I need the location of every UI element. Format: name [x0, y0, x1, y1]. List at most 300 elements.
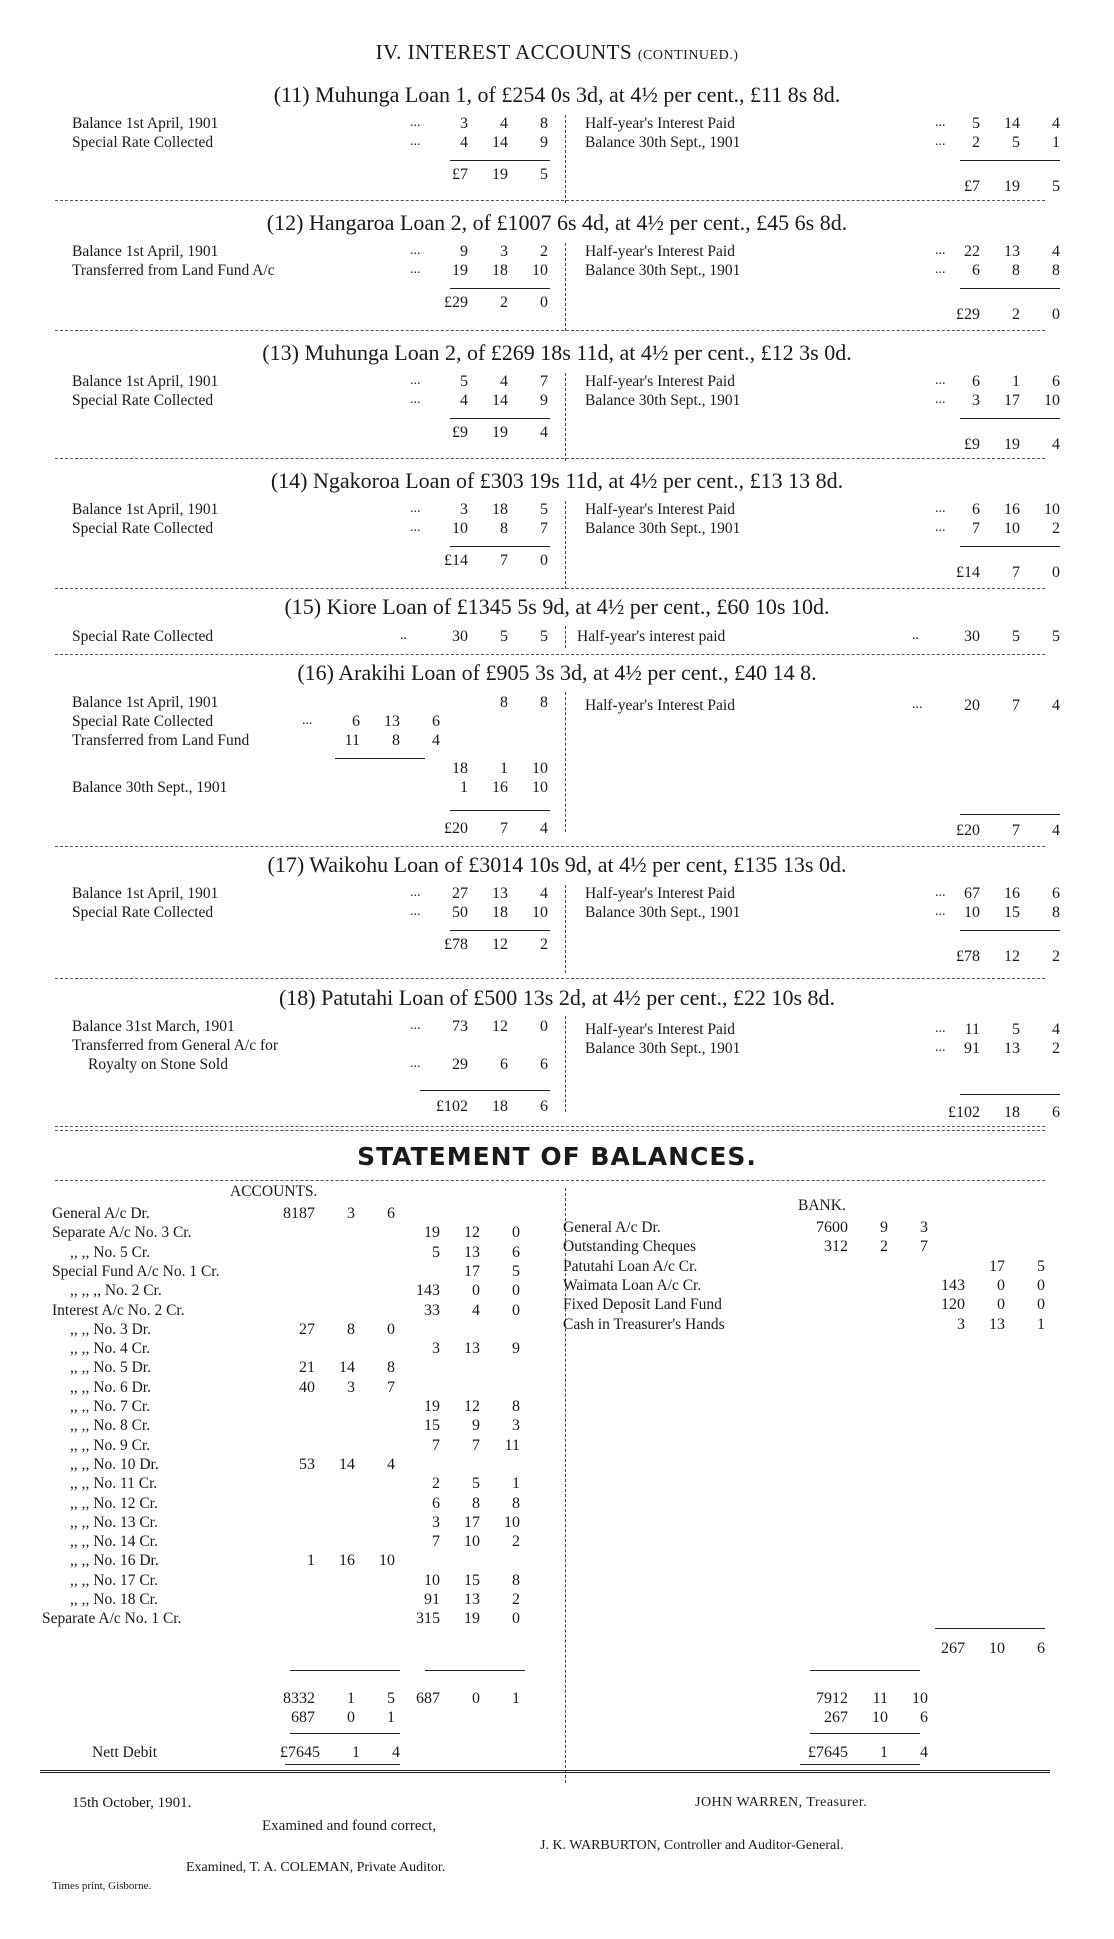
section-16-title — [0, 660, 1114, 686]
section-16-left-total-2: 4 — [540, 820, 548, 837]
section-14-left-1: Special Rate Collected — [72, 520, 214, 537]
section-14-right-1-amt-0: 7 — [972, 520, 980, 537]
section-14-right-0-amt-1: 16 — [1004, 501, 1020, 518]
section-18-left-total-0: £102 — [436, 1098, 468, 1115]
section-13-left-0: Balance 1st April, 1901 — [72, 373, 219, 390]
account-row-10-cr-2: 8 — [512, 1398, 520, 1415]
section-15-title-text: Kiore Loan of £1345 5s 9d, at 4½ per cent., £60 10s 10d. — [326, 594, 830, 619]
section-13-right-1: Balance 30th Sept., 1901 — [585, 392, 741, 409]
section-14-left-1-amt-0: 10 — [452, 520, 468, 537]
account-row-7-cr-2: 9 — [512, 1340, 520, 1358]
bank-nett-total-1: 1 — [880, 1744, 888, 1761]
bank-cr-total-2: 6 — [1037, 1640, 1045, 1657]
section-11-left-0-amt-2: 8 — [540, 115, 548, 132]
account-row-1-cr-0: 19 — [424, 1224, 440, 1242]
bank-row-1-dr-2: 7 — [920, 1238, 928, 1256]
accounts-sum-cr-2: 1 — [512, 1690, 520, 1707]
account-row-0-label: General A/c Dr. — [52, 1205, 150, 1222]
page-header — [0, 40, 1114, 65]
statement-bottom-rule — [40, 1770, 1050, 1773]
section-12-right-0: Half-year's Interest Paid — [585, 243, 735, 260]
account-row-12-cr-2: 11 — [504, 1436, 520, 1454]
section-18-l2-amt-2: 6 — [540, 1056, 548, 1073]
section-15-title-num: (15) — [284, 594, 327, 619]
section-14-left-1-amt-1: 8 — [500, 520, 508, 537]
section-16-sub-1: 1 — [500, 760, 508, 777]
account-row-6-label: ,, ,, No. 3 Dr. — [70, 1320, 151, 1338]
bank-row-2-label: Patutahi Loan A/c Cr. — [563, 1257, 698, 1275]
section-13-right-1-amt-0: 3 — [972, 392, 980, 409]
section-16-l4-amt-1: 16 — [492, 779, 508, 796]
section-12-title — [0, 210, 1114, 236]
account-row-12-label: ,, ,, No. 9 Cr. — [70, 1436, 151, 1454]
account-row-7-cr-1: 13 — [464, 1340, 480, 1358]
section-12-left-0: Balance 1st April, 1901 — [72, 243, 219, 260]
section-12-left-1-dots: ... — [410, 262, 421, 277]
account-row-14-cr-1: 5 — [472, 1475, 480, 1493]
section-11-right-0-amt-1: 14 — [1004, 115, 1020, 132]
accounts-sum-cr-0: 687 — [416, 1690, 440, 1707]
section-18-right-total-0: £102 — [948, 1104, 980, 1121]
section-18-right-1-amt-2: 2 — [1052, 1040, 1060, 1057]
statement-title: STATEMENT OF BALANCES. — [357, 1142, 757, 1171]
footer-examined: Examined and found correct, — [262, 1818, 437, 1834]
account-row-10-cr-1: 12 — [464, 1398, 480, 1415]
section-17-right-total-2: 2 — [1052, 948, 1060, 965]
bank-row-5-cr-2: 1 — [1037, 1315, 1045, 1333]
section-16-l4-amt-2: 10 — [532, 779, 548, 796]
bank-nett-total-0: £7645 — [808, 1744, 848, 1761]
section-14-right-total-2: 0 — [1052, 564, 1060, 581]
section-17-left-0-amt-0: 27 — [452, 885, 468, 902]
section-14-left-0-amt-2: 5 — [540, 501, 548, 518]
statement-rule — [55, 1180, 1045, 1181]
section-12-right-0-amt-1: 13 — [1004, 243, 1020, 260]
bank-row-1-label: Outstanding Cheques — [563, 1238, 697, 1256]
section-13-right-total-1: 19 — [1004, 436, 1020, 453]
section-17-right-0-amt-2: 6 — [1052, 885, 1060, 902]
section-17-right-0-amt-0: 67 — [964, 885, 980, 902]
section-15-title — [0, 594, 1114, 620]
section-12-left-0-dots: ... — [410, 243, 421, 258]
account-row-4-cr-2: 0 — [512, 1282, 520, 1300]
account-row-1-cr-2: 0 — [512, 1224, 520, 1242]
section-14-right-total-0: £14 — [956, 564, 980, 581]
section-11-right-total-1: 19 — [1004, 178, 1020, 195]
section-17-right-1: Balance 30th Sept., 1901 — [585, 904, 741, 921]
account-row-10-label: ,, ,, No. 7 Cr. — [70, 1398, 151, 1415]
bank-row-3-cr-1: 0 — [997, 1276, 1005, 1294]
section-17-left-0-dots: ... — [410, 885, 421, 900]
section-14-right-1: Balance 30th Sept., 1901 — [585, 520, 741, 537]
section-16-right-rule — [960, 814, 1060, 815]
section-15-left-amt-1: 5 — [500, 628, 508, 645]
section-18-right-0: Half-year's Interest Paid — [585, 1021, 735, 1038]
section-13-right-1-amt-2: 10 — [1044, 392, 1060, 409]
account-row-13-dr-0: 53 — [299, 1455, 315, 1473]
account-row-11-cr-0: 15 — [424, 1417, 440, 1435]
section-18-left-total-1: 18 — [492, 1098, 508, 1115]
section-14-left-total-2: 0 — [540, 552, 548, 569]
section-11-right-1-amt-1: 5 — [1012, 134, 1020, 151]
section-16-l2-amt-1: 13 — [384, 713, 400, 730]
section-11-title — [0, 82, 1114, 108]
section-16-right-dots: ... — [912, 697, 923, 712]
section-18-right-1: Balance 30th Sept., 1901 — [585, 1040, 741, 1057]
section-17-right-1-dots: ... — [935, 904, 946, 919]
account-row-16-cr-0: 3 — [432, 1513, 440, 1531]
section-17-title — [0, 852, 1114, 878]
section-12-right-total-2: 0 — [1052, 306, 1060, 323]
section-14-right-0-amt-2: 10 — [1044, 501, 1060, 518]
bank-less-0: 267 — [824, 1709, 848, 1726]
section-12-right-1: Balance 30th Sept., 1901 — [585, 262, 741, 279]
account-row-9-dr-2: 7 — [387, 1378, 395, 1396]
account-row-16-cr-2: 10 — [504, 1513, 520, 1531]
section-11-title-num: (11) — [273, 82, 316, 107]
section-18-right-rule — [960, 1094, 1060, 1095]
section-11-right-0-amt-2: 4 — [1052, 115, 1060, 132]
bank-row-0-dr-1: 9 — [880, 1219, 888, 1236]
section-14-title-num: (14) — [270, 468, 313, 493]
section-13-divider — [565, 373, 566, 461]
account-row-20-cr-1: 13 — [464, 1591, 480, 1608]
section-18-l1-dots: ... — [410, 1018, 421, 1033]
section-11-left-1-amt-1: 14 — [492, 134, 508, 151]
account-row-2-cr-1: 13 — [464, 1243, 480, 1261]
bank-row-3-label: Waimata Loan A/c Cr. — [563, 1276, 702, 1294]
section-12-right-total-1: 2 — [1012, 306, 1020, 323]
section-16-sub-2: 10 — [532, 760, 548, 777]
section-18-divider — [565, 1016, 566, 1112]
section-17-left-0-amt-1: 13 — [492, 885, 508, 902]
bank-sum-rule — [810, 1670, 920, 1671]
section-16-mid-rule — [335, 758, 425, 759]
account-row-11-label: ,, ,, No. 8 Cr. — [70, 1417, 151, 1435]
rule-13 — [55, 458, 1045, 459]
section-17-left-1-amt-0: 50 — [452, 904, 468, 921]
account-row-12-cr-1: 7 — [472, 1436, 480, 1454]
bank-row-5-cr-1: 13 — [989, 1315, 1005, 1333]
section-14-divider — [565, 501, 566, 589]
bank-cr-total-1: 10 — [989, 1640, 1005, 1657]
section-12-left-0-amt-1: 3 — [500, 243, 508, 260]
section-12-left-1: Transferred from Land Fund A/c — [72, 262, 275, 279]
section-12-right-1-dots: ... — [935, 262, 946, 277]
section-17-left-0-amt-2: 4 — [540, 885, 548, 902]
section-16-l2-amt-2: 6 — [432, 713, 440, 730]
nett-debit-label: Nett Debit — [92, 1744, 157, 1761]
section-13-right-0-amt-1: 1 — [1012, 373, 1020, 390]
account-row-18-label: ,, ,, No. 16 Dr. — [70, 1552, 159, 1570]
account-row-5-cr-1: 4 — [472, 1301, 480, 1319]
section-13-right-0-dots: ... — [935, 373, 946, 388]
account-row-15-cr-0: 6 — [432, 1494, 440, 1512]
bank-total-rule — [800, 1764, 920, 1765]
section-17-left-total-1: 12 — [492, 936, 508, 953]
footer-date: 15th October, 1901. — [72, 1795, 192, 1811]
section-17-right-rule — [960, 930, 1060, 931]
section-16-divider — [565, 692, 566, 832]
section-17-left-total-0: £78 — [444, 936, 468, 953]
section-16-l4-amt-0: 1 — [460, 779, 468, 796]
section-11-divider — [565, 115, 566, 203]
section-15-right-amt-1: 5 — [1012, 628, 1020, 645]
account-row-18-dr-2: 10 — [379, 1552, 395, 1570]
section-16-l2-amt-0: 6 — [352, 713, 360, 730]
section-14-left-1-dots: ... — [410, 520, 421, 535]
account-row-3-cr-2: 5 — [512, 1262, 520, 1280]
bank-heading: BANK. — [798, 1197, 846, 1214]
account-row-6-dr-2: 0 — [387, 1320, 395, 1338]
accounts-sum-dr-0: 8332 — [283, 1690, 315, 1707]
nett-debit-total-2: 4 — [392, 1744, 400, 1761]
account-row-9-label: ,, ,, No. 6 Dr. — [70, 1378, 151, 1396]
bank-row-5-label: Cash in Treasurer's Hands — [563, 1315, 725, 1333]
accounts-sum-dr-2: 5 — [387, 1690, 395, 1707]
accounts-less-1: 0 — [347, 1709, 355, 1726]
accounts-sum-dr-1: 1 — [347, 1690, 355, 1707]
account-row-4-cr-1: 0 — [472, 1282, 480, 1300]
account-row-8-dr-1: 14 — [339, 1359, 355, 1377]
bank-sum-0: 7912 — [816, 1690, 848, 1707]
rule-12 — [55, 330, 1045, 331]
section-13-left-0-amt-1: 4 — [500, 373, 508, 390]
section-16-l3: Transferred from Land Fund — [72, 732, 250, 749]
section-12-right-rule — [960, 288, 1060, 289]
section-14-title — [0, 468, 1114, 494]
section-11-left-1-amt-2: 9 — [540, 134, 548, 151]
rule-17 — [55, 978, 1045, 979]
section-12-left-total-0: £29 — [444, 294, 468, 311]
section-18-title-num: (18) — [278, 985, 322, 1010]
account-row-15-label: ,, ,, No. 12 Cr. — [70, 1494, 158, 1512]
account-row-9-dr-0: 40 — [299, 1378, 315, 1396]
nett-debit-total-1: 1 — [352, 1744, 360, 1761]
account-row-16-cr-1: 17 — [464, 1513, 480, 1531]
section-16-l2-dots: ... — [302, 713, 313, 728]
section-14-right-1-amt-1: 10 — [1004, 520, 1020, 537]
bank-row-4-cr-1: 0 — [997, 1296, 1005, 1314]
account-row-9-dr-1: 3 — [347, 1378, 355, 1396]
header-subtitle: (CONTINUED.) — [637, 48, 739, 63]
section-17-left-1: Special Rate Collected — [72, 904, 214, 921]
section-12-right-1-amt-0: 6 — [972, 262, 980, 279]
account-row-4-label: ,, ,, ,, No. 2 Cr. — [70, 1282, 162, 1300]
section-17-left-1-dots: ... — [410, 904, 421, 919]
section-13-right-rule — [960, 418, 1060, 419]
section-11-right-0: Half-year's Interest Paid — [585, 115, 735, 132]
section-13-title — [0, 340, 1114, 366]
bank-row-3-cr-0: 143 — [941, 1276, 965, 1294]
section-15-divider — [565, 626, 566, 648]
section-13-left-total-2: 4 — [540, 424, 548, 441]
section-13-left-0-dots: ... — [410, 373, 421, 388]
section-11-left-total-1: 19 — [492, 166, 508, 183]
rule-11 — [55, 200, 1045, 201]
section-13-title-text: Muhunga Loan 2, of £269 18s 11d, at 4½ per cent., £12 3s 0d. — [304, 340, 852, 365]
account-row-13-dr-1: 14 — [339, 1455, 355, 1473]
bank-sum-2: 10 — [912, 1690, 928, 1707]
account-row-17-cr-1: 10 — [464, 1533, 480, 1551]
section-16-l1-amt-1: 8 — [540, 694, 548, 711]
section-14-left-0-amt-0: 3 — [460, 501, 468, 518]
section-16-l4: Balance 30th Sept., 1901 — [72, 779, 228, 796]
footer-controller: J. K. WARBURTON, Controller and Auditor-General. — [540, 1838, 844, 1853]
bank-sum-1: 11 — [872, 1690, 888, 1707]
bank-row-3-cr-2: 0 — [1037, 1276, 1045, 1294]
section-18-l1-amt-0: 73 — [452, 1018, 468, 1035]
section-11-right-1-amt-2: 1 — [1052, 134, 1060, 151]
section-17-right-0-amt-1: 16 — [1004, 885, 1020, 902]
accounts-less-0: 687 — [291, 1709, 315, 1726]
accounts-sum-cr-1: 0 — [472, 1690, 480, 1707]
account-row-15-cr-2: 8 — [512, 1494, 520, 1512]
section-18-right-1-dots: ... — [935, 1040, 946, 1055]
section-16-right-amt-1: 7 — [1012, 697, 1020, 714]
account-row-6-dr-0: 27 — [299, 1320, 315, 1338]
section-13-right-total-2: 4 — [1052, 436, 1060, 453]
section-12-left-total-1: 2 — [500, 294, 508, 311]
section-13-left-0-amt-2: 7 — [540, 373, 548, 390]
section-17-right-total-0: £78 — [956, 948, 980, 965]
bank-row-5-cr-0: 3 — [957, 1315, 965, 1333]
footer-private: Examined, T. A. COLEMAN, Private Auditor. — [186, 1860, 446, 1875]
section-18-l2-amt-1: 6 — [500, 1056, 508, 1073]
section-12-right-0-amt-2: 4 — [1052, 243, 1060, 260]
bank-row-1-dr-0: 312 — [824, 1238, 848, 1256]
section-18-left-total-2: 6 — [540, 1098, 548, 1115]
account-row-0-dr-2: 6 — [387, 1205, 395, 1222]
account-row-15-cr-1: 8 — [472, 1494, 480, 1512]
section-16-left-total-1: 7 — [500, 820, 508, 837]
section-14-left-rule — [450, 546, 550, 547]
account-row-20-label: ,, ,, No. 18 Cr. — [70, 1591, 158, 1608]
section-12-left-0-amt-0: 9 — [460, 243, 468, 260]
bank-less-1: 10 — [872, 1709, 888, 1726]
section-16-right: Half-year's Interest Paid — [585, 697, 735, 714]
section-18-l1-amt-2: 0 — [540, 1018, 548, 1035]
account-row-14-cr-0: 2 — [432, 1475, 440, 1493]
section-18-l2-amt-0: 29 — [452, 1056, 468, 1073]
section-18-right-0-amt-2: 4 — [1052, 1021, 1060, 1038]
section-13-left-1: Special Rate Collected — [72, 392, 214, 409]
account-row-21-cr-0: 315 — [416, 1610, 440, 1628]
nett-debit-total-0: £7645 — [280, 1744, 320, 1761]
section-12-title-text: Hangaroa Loan 2, of £1007 6s 4d, at 4½ per cent., £45 6s 8d. — [308, 210, 848, 235]
section-17-title-num: (17) — [267, 852, 310, 877]
section-16-right-total-2: 4 — [1052, 822, 1060, 839]
account-row-12-cr-0: 7 — [432, 1436, 440, 1454]
section-13-right-0: Half-year's Interest Paid — [585, 373, 735, 390]
section-17-left-rule — [450, 930, 550, 931]
account-row-14-cr-2: 1 — [512, 1475, 520, 1493]
account-row-17-label: ,, ,, No. 14 Cr. — [70, 1533, 158, 1551]
section-12-divider — [565, 243, 566, 331]
section-17-left-1-amt-2: 10 — [532, 904, 548, 921]
section-13-left-1-amt-0: 4 — [460, 392, 468, 409]
account-row-8-dr-0: 21 — [299, 1359, 315, 1377]
account-row-11-cr-1: 9 — [472, 1417, 480, 1435]
account-row-0-dr-0: 8187 — [283, 1205, 315, 1222]
account-row-3-label: Special Fund A/c No. 1 Cr. — [52, 1262, 220, 1280]
section-11-left-0-amt-0: 3 — [460, 115, 468, 132]
accounts-cr-rule — [425, 1670, 525, 1671]
account-row-14-label: ,, ,, No. 11 Cr. — [70, 1475, 158, 1493]
rule-14 — [55, 588, 1045, 589]
account-row-17-cr-2: 2 — [512, 1533, 520, 1551]
section-12-left-1-amt-0: 19 — [452, 262, 468, 279]
section-18-left-rule — [420, 1090, 550, 1091]
section-13-title-num: (13) — [262, 340, 305, 365]
section-13-left-total-0: £9 — [452, 424, 468, 441]
section-11-right-total-2: 5 — [1052, 178, 1060, 195]
section-16-l3-amt-0: 11 — [344, 732, 360, 749]
bank-row-0-dr-2: 3 — [920, 1219, 928, 1236]
bank-row-1-dr-1: 2 — [880, 1238, 888, 1256]
section-13-left-1-dots: ... — [410, 392, 421, 407]
section-11-left-1: Special Rate Collected — [72, 134, 214, 151]
bank-cr-rule — [935, 1628, 1045, 1629]
section-13-right-0-amt-2: 6 — [1052, 373, 1060, 390]
account-row-21-cr-1: 19 — [464, 1610, 480, 1628]
section-18-title-text: Patutahi Loan of £500 13s 2d, at 4½ per cent., £22 10s 8d. — [321, 985, 836, 1010]
section-18-right-0-amt-0: 11 — [964, 1021, 980, 1038]
account-row-13-dr-2: 4 — [387, 1455, 395, 1473]
section-16-right-total-0: £20 — [956, 822, 980, 839]
section-18-right-0-amt-1: 5 — [1012, 1021, 1020, 1038]
section-11-right-0-amt-0: 5 — [972, 115, 980, 132]
account-row-20-cr-2: 2 — [512, 1591, 520, 1608]
section-14-right-0-amt-0: 6 — [972, 501, 980, 518]
section-16-l3-amt-2: 4 — [432, 732, 440, 749]
accounts-less-2: 1 — [387, 1709, 395, 1726]
section-15-right: Half-year's interest paid — [577, 628, 726, 645]
section-13-left-1-amt-2: 9 — [540, 392, 548, 409]
section-18-l2b-dots: ... — [410, 1056, 421, 1071]
accounts-total-rule — [285, 1764, 400, 1765]
section-11-left-1-amt-0: 4 — [460, 134, 468, 151]
bank-row-0-dr-0: 7600 — [816, 1219, 848, 1236]
section-18-l2a: Transferred from General A/c for — [72, 1037, 279, 1054]
section-14-left-1-amt-2: 7 — [540, 520, 548, 537]
section-18-right-total-1: 18 — [1004, 1104, 1020, 1121]
section-12-right-0-amt-0: 22 — [964, 243, 980, 260]
account-row-2-cr-0: 5 — [432, 1243, 440, 1261]
section-15-left-amt-2: 5 — [540, 628, 548, 645]
section-14-right-total-1: 7 — [1012, 564, 1020, 581]
section-14-right-1-amt-2: 2 — [1052, 520, 1060, 537]
section-14-title-text: Ngakoroa Loan of £303 19s 11d, at 4½ per cent., £13 13 8d. — [313, 468, 844, 493]
account-row-0-dr-1: 3 — [347, 1205, 355, 1222]
section-12-left-0-amt-2: 2 — [540, 243, 548, 260]
section-15-right-dots: .. — [912, 628, 919, 643]
section-12-left-rule — [450, 288, 550, 289]
account-row-10-cr-0: 19 — [424, 1398, 440, 1415]
bank-row-2-cr-1: 17 — [989, 1257, 1005, 1275]
accounts-net-rule — [290, 1733, 400, 1734]
account-row-21-label: Separate A/c No. 1 Cr. — [42, 1610, 182, 1628]
rule-16 — [55, 846, 1045, 847]
rule-15 — [55, 654, 1045, 655]
section-18-right-1-amt-1: 13 — [1004, 1040, 1020, 1057]
section-15-right-amt-2: 5 — [1052, 628, 1060, 645]
section-12-right-total-0: £29 — [956, 306, 980, 323]
section-16-title-text: Arakihi Loan of £905 3s 3d, at 4½ per cent., £40 14 8. — [338, 660, 817, 685]
section-12-title-num: (12) — [266, 210, 309, 235]
account-row-1-label: Separate A/c No. 3 Cr. — [52, 1224, 192, 1242]
account-row-21-cr-2: 0 — [512, 1610, 520, 1628]
